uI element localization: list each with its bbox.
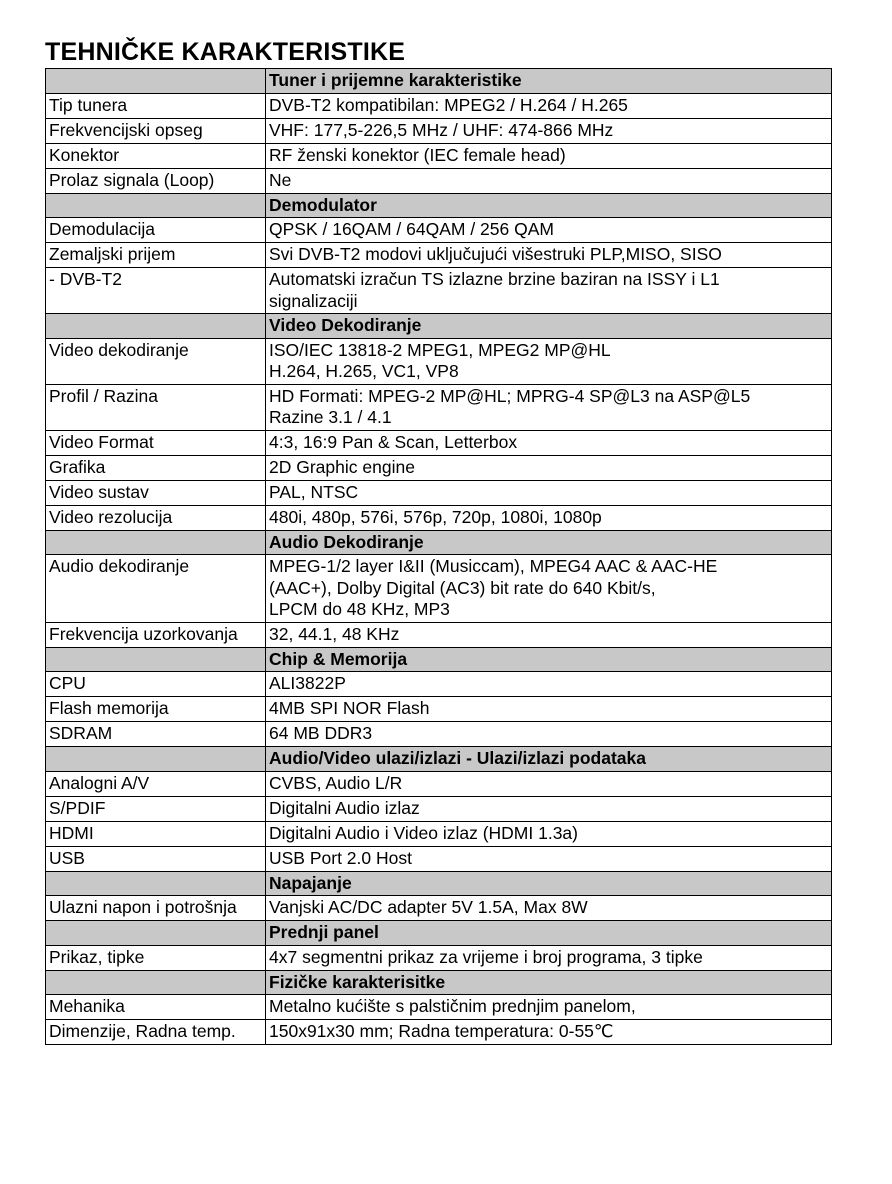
spec-value: CVBS, Audio L/R	[266, 771, 832, 796]
spec-label: Analogni A/V	[46, 771, 266, 796]
section-header	[46, 647, 832, 672]
spec-row	[46, 143, 832, 168]
spec-value: QPSK / 16QAM / 64QAM / 256 QAM	[266, 218, 832, 243]
spec-value: 4x7 segmentni prikaz za vrijeme i broj programa, 3 tipke	[266, 945, 832, 970]
spec-label: Frekvencija uzorkovanja	[46, 622, 266, 647]
spec-value: Digitalni Audio izlaz	[266, 796, 832, 821]
spec-label: Video sustav	[46, 480, 266, 505]
spec-row	[46, 896, 832, 921]
spec-row	[46, 455, 832, 480]
section-header-spacer	[46, 747, 266, 772]
spec-value: Automatski izračun TS izlazne brzine baziran na ISSY i L1 signalizaciji	[266, 268, 832, 314]
spec-label: Konektor	[46, 143, 266, 168]
page-title: TEHNIČKE KARAKTERISTIKE	[45, 38, 406, 66]
spec-row	[46, 505, 832, 530]
spec-value: Digitalni Audio i Video izlaz (HDMI 1.3a)	[266, 821, 832, 846]
spec-label: Audio dekodiranje	[46, 555, 266, 623]
spec-value: HD Formati: MPEG-2 MP@HL; MPRG-4 SP@L3 na ASP@L5 Razine 3.1 / 4.1	[266, 384, 832, 430]
spec-label: Frekvencijski opseg	[46, 118, 266, 143]
document	[45, 36, 831, 1045]
spec-value: 32, 44.1, 48 KHz	[266, 622, 832, 647]
section-header	[46, 747, 832, 772]
section-header-spacer	[46, 970, 266, 995]
spec-value: ALI3822P	[266, 672, 832, 697]
spec-value: MPEG-1/2 layer I&II (Musiccam), MPEG4 AAC & AAC-HE (AAC+), Dolby Digital (AC3) bit rate do 640 Kbit/s, LPCM do 48 KHz, MP3	[266, 555, 832, 623]
section-header	[46, 871, 832, 896]
spec-value: 150x91x30 mm; Radna temperatura: 0-55℃	[266, 1020, 832, 1045]
spec-label: Video dekodiranje	[46, 338, 266, 384]
spec-row	[46, 384, 832, 430]
spec-row	[46, 93, 832, 118]
spec-label: - DVB-T2	[46, 268, 266, 314]
spec-label: USB	[46, 846, 266, 871]
spec-label: S/PDIF	[46, 796, 266, 821]
section-header	[46, 530, 832, 555]
spec-label: Profil / Razina	[46, 384, 266, 430]
spec-label: Dimenzije, Radna temp.	[46, 1020, 266, 1045]
spec-row	[46, 622, 832, 647]
spec-value: Svi DVB-T2 modovi uključujući višestruki PLP,MISO, SISO	[266, 243, 832, 268]
spec-row	[46, 796, 832, 821]
spec-value: 64 MB DDR3	[266, 722, 832, 747]
section-header	[46, 314, 832, 339]
spec-label: SDRAM	[46, 722, 266, 747]
section-heading: Napajanje	[266, 871, 832, 896]
spec-label: Video rezolucija	[46, 505, 266, 530]
section-header-spacer	[46, 871, 266, 896]
section-header	[46, 193, 832, 218]
spec-value: Vanjski AC/DC adapter 5V 1.5A, Max 8W	[266, 896, 832, 921]
spec-label: Grafika	[46, 455, 266, 480]
spec-row	[46, 995, 832, 1020]
spec-row	[46, 218, 832, 243]
section-header	[46, 921, 832, 946]
spec-label: Flash memorija	[46, 697, 266, 722]
section-header	[46, 69, 832, 94]
spec-row	[46, 945, 832, 970]
spec-row	[46, 697, 832, 722]
section-heading: Audio/Video ulazi/izlazi - Ulazi/izlazi podataka	[266, 747, 832, 772]
spec-value: DVB-T2 kompatibilan: MPEG2 / H.264 / H.265	[266, 93, 832, 118]
spec-label: Tip tunera	[46, 93, 266, 118]
spec-row	[46, 672, 832, 697]
spec-row	[46, 338, 832, 384]
spec-table-body	[46, 69, 832, 1045]
spec-value: Metalno kućište s palstičnim prednjim panelom,	[266, 995, 832, 1020]
spec-row	[46, 430, 832, 455]
spec-value: PAL, NTSC	[266, 480, 832, 505]
spec-label: Zemaljski prijem	[46, 243, 266, 268]
spec-value: 2D Graphic engine	[266, 455, 832, 480]
spec-row	[46, 771, 832, 796]
section-header-spacer	[46, 921, 266, 946]
spec-value: VHF: 177,5-226,5 MHz / UHF: 474-866 MHz	[266, 118, 832, 143]
section-heading: Fizičke karakterisitke	[266, 970, 832, 995]
spec-row	[46, 1020, 832, 1045]
section-header-spacer	[46, 193, 266, 218]
section-heading: Tuner i prijemne karakteristike	[266, 69, 832, 94]
spec-row	[46, 821, 832, 846]
spec-value: USB Port 2.0 Host	[266, 846, 832, 871]
section-heading: Video Dekodiranje	[266, 314, 832, 339]
section-header-spacer	[46, 647, 266, 672]
spec-value: 4MB SPI NOR Flash	[266, 697, 832, 722]
spec-row	[46, 846, 832, 871]
section-header-spacer	[46, 530, 266, 555]
spec-label: HDMI	[46, 821, 266, 846]
spec-value: ISO/IEC 13818-2 MPEG1, MPEG2 MP@HL H.264, H.265, VC1, VP8	[266, 338, 832, 384]
spec-label: Prolaz signala (Loop)	[46, 168, 266, 193]
spec-label: Video Format	[46, 430, 266, 455]
section-header-spacer	[46, 314, 266, 339]
section-heading: Prednji panel	[266, 921, 832, 946]
section-heading: Audio Dekodiranje	[266, 530, 832, 555]
section-header-spacer	[46, 69, 266, 94]
section-heading: Chip & Memorija	[266, 647, 832, 672]
section-header	[46, 970, 832, 995]
spec-row	[46, 243, 832, 268]
spec-row	[46, 168, 832, 193]
spec-row	[46, 480, 832, 505]
spec-label: Demodulacija	[46, 218, 266, 243]
spec-table	[45, 68, 832, 1045]
spec-label: Ulazni napon i potrošnja	[46, 896, 266, 921]
spec-value: 480i, 480p, 576i, 576p, 720p, 1080i, 1080p	[266, 505, 832, 530]
spec-row	[46, 268, 832, 314]
spec-label: Prikaz, tipke	[46, 945, 266, 970]
section-heading: Demodulator	[266, 193, 832, 218]
spec-value: RF ženski konektor (IEC female head)	[266, 143, 832, 168]
spec-label: Mehanika	[46, 995, 266, 1020]
spec-row	[46, 555, 832, 623]
spec-label: CPU	[46, 672, 266, 697]
spec-row	[46, 118, 832, 143]
spec-value: 4:3, 16:9 Pan & Scan, Letterbox	[266, 430, 832, 455]
spec-value: Ne	[266, 168, 832, 193]
spec-row	[46, 722, 832, 747]
